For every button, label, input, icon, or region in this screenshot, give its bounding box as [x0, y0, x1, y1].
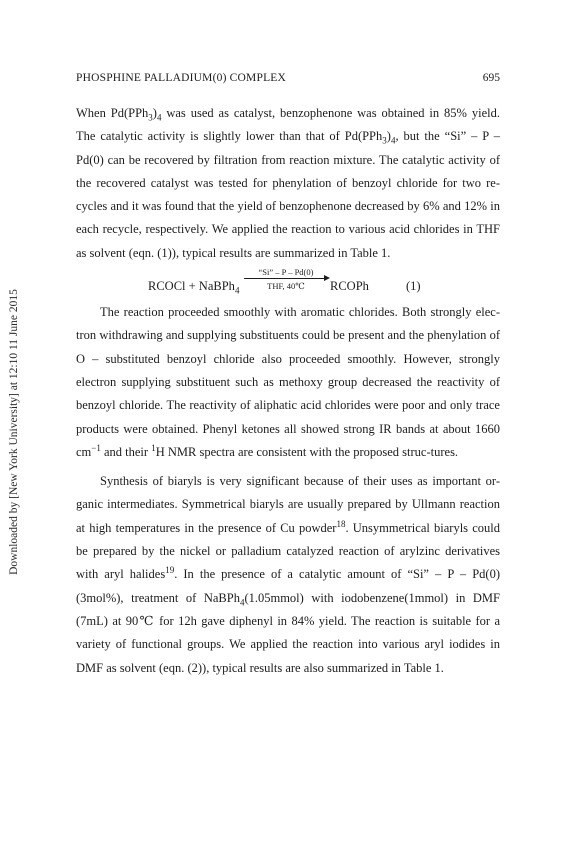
equation-product: RCOPh: [330, 279, 369, 294]
arrow-conditions-label: THF, 40℃: [267, 281, 305, 292]
equation-number: (1): [406, 279, 421, 294]
running-header: [76, 72, 500, 84]
paragraph-catalyst-recycling: When $Pd(PPh_3)_4$ was used as catalyst, benzophenone was obtained in 85% yield. The catalytic activity is slightly lower than that of $Pd(PPh_3)_4$, but the “Si” – P – Pd(0) can be recovered by filtration from reaction mixture. The catalytic activity of the recovered catalyst was tested for phenylation of benzoyl chloride for two re-cycles and it was found that the yield of benzophenone decreased by 6% and 12% in each recycle, respectively. We applied the reaction to various acid chlorides in THF as solvent (eqn. (1)), typical results are summarized in Table 1.: [76, 106, 500, 260]
equation-reactants: RCOCl + NaBPh$_4$: [148, 279, 240, 296]
reaction-arrow: [244, 267, 328, 291]
arrow-catalyst-label: “Si” – P – Pd(0): [258, 267, 314, 278]
arrow-icon: [244, 278, 328, 279]
paragraph-reaction-results: The reaction proceeded smoothly with aromatic chlorides. Both strongly elec-tron withdrawing and supplying substituents could be present and the phenylation of O – substituted benzoyl chloride also proceeded smoothly. However, strongly electron supplying substituent such as methoxy group decreased the reactivity of benzoyl chloride. The reactivity of aliphatic acid chlorides were poor and only trace products were obtained. Phenyl ketones all showed strong IR bands at about 1660 $cm^{-1}$ and their $^1$H NMR spectra are consistent with the proposed struc-tures.: [76, 305, 500, 459]
running-title: PHOSPHINE PALLADIUM(0) COMPLEX: [76, 72, 287, 84]
equation-1: [76, 265, 500, 301]
citation-19: 19: [165, 565, 175, 576]
download-watermark-text: Downloaded by [New York University] at 12:10 11 June 2015: [8, 289, 20, 575]
download-watermark: [0, 0, 26, 864]
page-number: 695: [482, 72, 500, 84]
paragraph-biaryl-synthesis: Synthesis of biaryls is very significant because of their uses as important or-ganic intermediates. Symmetrical biaryls are usually prepared by Ullmann reaction at high temperatures in the presence of Cu powder$^{18}$. Unsymmetrical biaryls could be prepared by the nickel or palladium catalyzed reaction of arylzinc derivatives with aryl halides$^{19}$. In the presence of a catalytic amount of “Si” – P – Pd(0) (3mol%), treatment of NaBPh$_4$(1.05mmol) with iodobenzene(1mmol) in DMF (7mL) at 90℃ for 12h gave diphenyl in 84% yield. The reaction is suitable for a variety of functional groups. We applied the reaction into various aryl iodides in DMF as solvent (eqn. (2)), typical results are also summarized in Table 1.: [76, 474, 500, 675]
article-body: [76, 102, 500, 680]
citation-18: 18: [336, 518, 346, 529]
